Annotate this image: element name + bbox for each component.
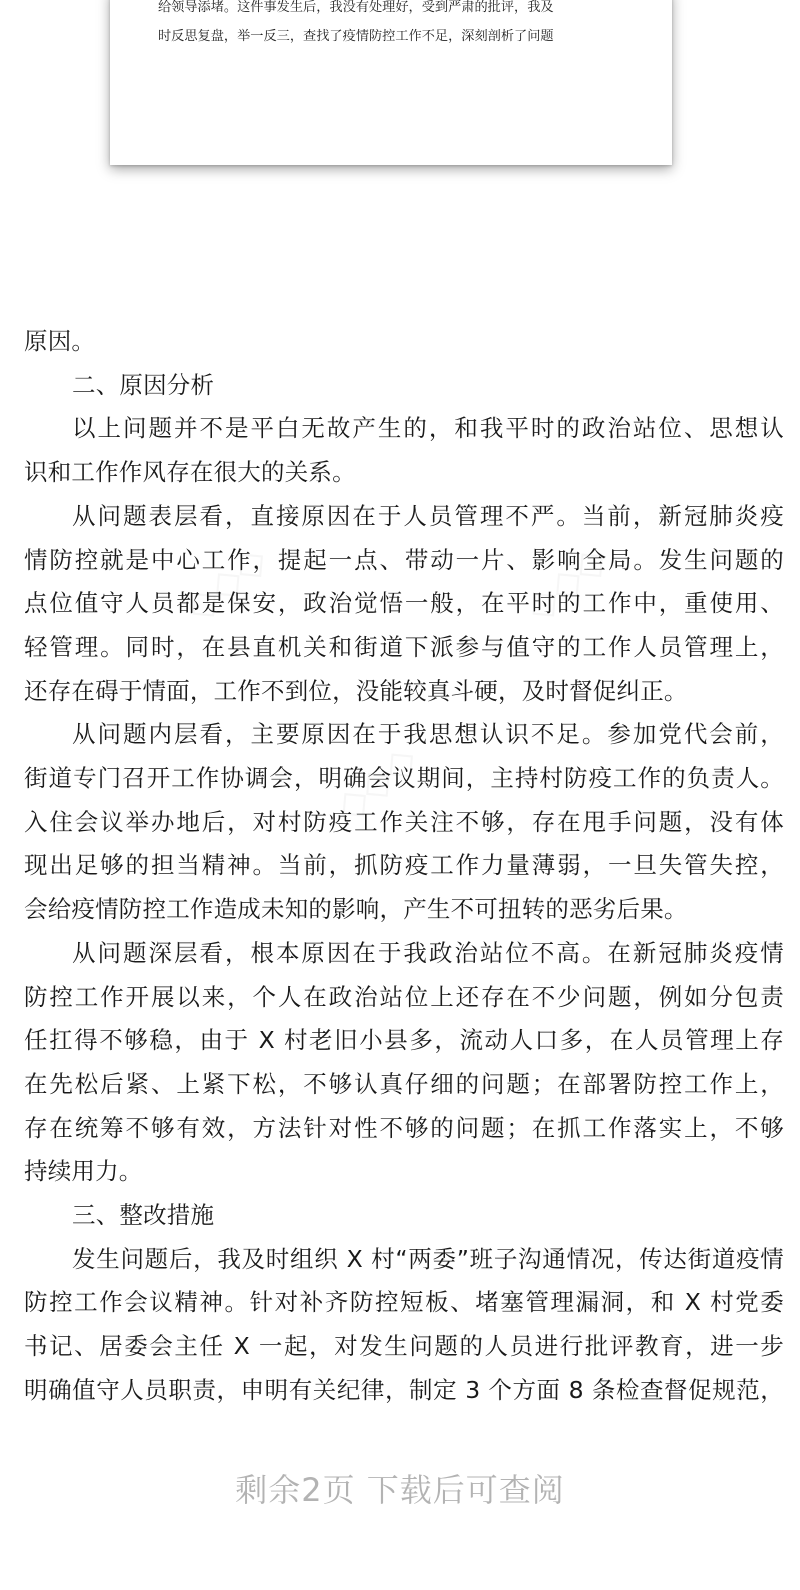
document-line: 发生问题后，我及时组织 X 村“两委”班子沟通情况，传达街道疫情 bbox=[72, 1244, 784, 1273]
document-line: 原因。 bbox=[24, 327, 96, 355]
document-line: 书记、居委会主任 X 一起，对发生问题的人员进行批评教育，进一步 bbox=[24, 1332, 784, 1361]
document-line: 轻管理。同时，在县直机关和街道下派参与值守的工作人员管理上， bbox=[24, 632, 784, 661]
document-line: 情防控就是中心工作，提起一点、带动一片、影响全局。发生问题的 bbox=[24, 545, 784, 574]
document-line: 以上问题并不是平白无故产生的，和我平时的政治站位、思想认 bbox=[72, 414, 784, 443]
document-line: 持续用力。 bbox=[24, 1157, 143, 1186]
document-line: 入住会议举办地后，对村防疫工作关注不够，存在甩手问题，没有体 bbox=[24, 807, 784, 836]
document-line: 防控工作会议精神。针对补齐防控短板、堵塞管理漏洞，和 X 村党委 bbox=[24, 1288, 784, 1317]
document-line: 任扛得不够稳，由于 X 村老旧小县多，流动人口多，在人员管理上存 bbox=[24, 1026, 784, 1055]
preview-line-1: 给领导添堵。这件事发生后，我没有处理好，受到严肃的批评，我及 bbox=[158, 0, 554, 15]
document-line: 明确值守人员职责，申明有关纪律，制定 3 个方面 8 条检查督促规范， bbox=[24, 1375, 784, 1404]
remaining-pages-notice[interactable]: 剩余2页 下载后可查阅 bbox=[235, 1471, 565, 1509]
document-line: 三、整改措施 bbox=[72, 1201, 215, 1230]
preview-line-2: 时反思复盘，举一反三，查找了疫情防控工作不足，深刻剖析了问题 bbox=[158, 29, 554, 44]
document-body bbox=[24, 320, 784, 1413]
document-line: 从问题内层看，主要原因在于我思想认识不足。参加党代会前， bbox=[72, 720, 784, 749]
document-line: 存在统筹不够有效，方法针对性不够的问题；在抓工作落实上，不够 bbox=[24, 1113, 784, 1142]
document-line: 防控工作开展以来，个人在政治站位上还存在不少问题，例如分包责 bbox=[24, 982, 784, 1011]
document-line: 街道专门召开工作协调会，明确会议期间，主持村防疫工作的负责人。 bbox=[24, 764, 784, 793]
page-preview-card bbox=[110, 0, 672, 165]
document-line: 从问题深层看，根本原因在于我政治站位不高。在新冠肺炎疫情 bbox=[72, 938, 784, 967]
document-line: 在先松后紧、上紧下松，不够认真仔细的问题；在部署防控工作上， bbox=[24, 1069, 784, 1098]
document-line: 从问题表层看，直接原因在于人员管理不严。当前，新冠肺炎疫 bbox=[72, 501, 784, 530]
document-line: 还存在碍于情面，工作不到位，没能较真斗硬，及时督促纠正。 bbox=[24, 676, 688, 705]
document-line: 现出足够的担当精神。当前，抓防疫工作力量薄弱，一旦失管失控， bbox=[24, 851, 784, 880]
document-line: 二、原因分析 bbox=[72, 370, 215, 399]
document-line: 点位值守人员都是保安，政治觉悟一般，在平时的工作中，重使用、 bbox=[24, 589, 784, 618]
document-line: 会给疫情防控工作造成未知的影响，产生不可扭转的恶劣后果。 bbox=[24, 895, 688, 924]
document-line: 识和工作作风存在很大的关系。 bbox=[24, 458, 356, 487]
